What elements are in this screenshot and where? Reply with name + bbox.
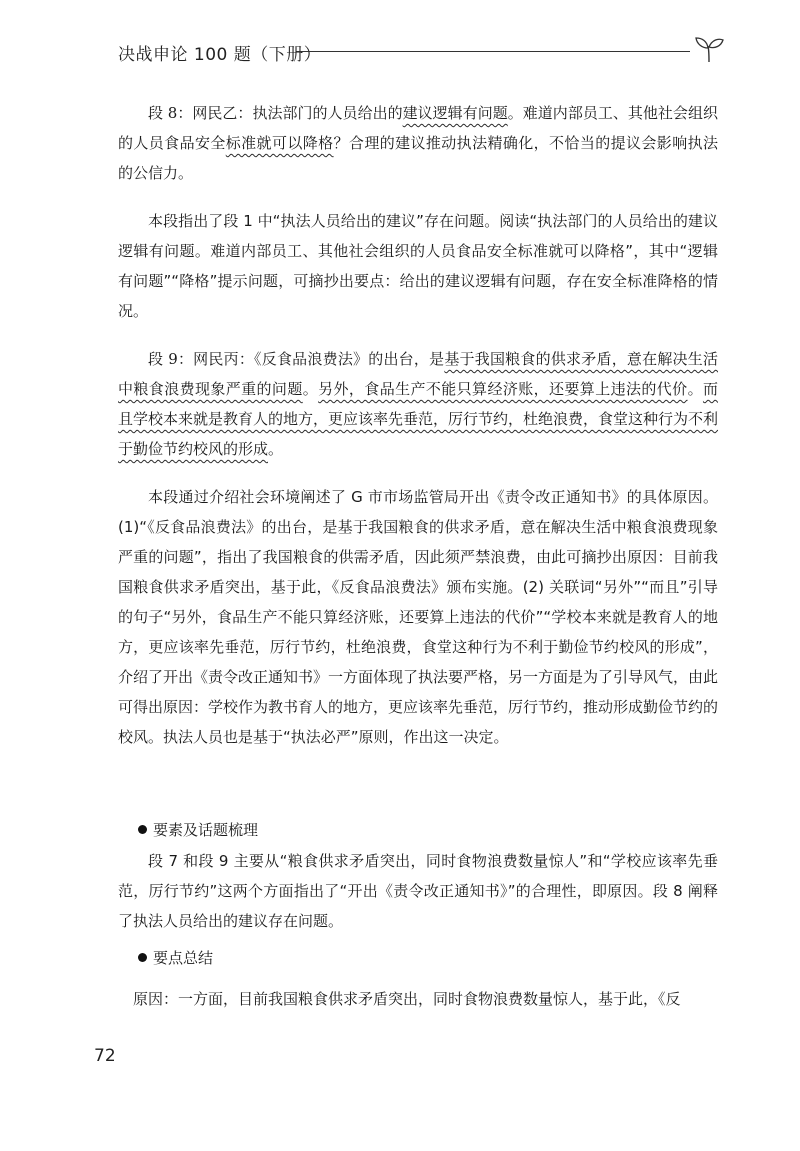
section-heading-elements: [138, 818, 258, 842]
text-run: ？合理的建议推动执法精确化，不恰当的提议会影响执法的公信力。: [118, 134, 718, 182]
bullet-dot-icon: [138, 953, 147, 962]
paragraph-8-quote: [118, 98, 718, 188]
wavy-underlined-text: 建议逻辑有问题: [402, 104, 508, 122]
text-run: 。: [268, 440, 284, 458]
paragraph-9-quote: [118, 344, 718, 464]
wavy-underlined-text: 另外，食品生产不能只算经济账，还要算上违法的代价: [318, 380, 688, 398]
page-number: 72: [94, 1046, 116, 1066]
paragraph-9-analysis: 本段通过介绍社会环境阐述了 G 市市场监管局开出《责令改正通知书》的具体原因。(1)“《反食品浪费法》的出台，是基于我国粮食的供求矛盾，意在解决生活中粮食浪费现象严重的问题”，指出了我国粮食的供需矛盾，因此须严禁浪费，由此可摘抄出原因：目前我国粮食供求矛盾突出，基于此，《反食品浪费法》颁布实施。(2) 关联词“另外”“而且”引导的句子“另外，食品生产不能只算经济账，还要算上违法的代价”“学校本来就是教育人的地方，更应该率先垂范，厉行节约，杜绝浪费，食堂这种行为不利于勤俭节约校风的形成”，介绍了开出《责令改正通知书》一方面体现了执法要严格，另一方面是为了引导风气，由此可得出原因：学校作为教书育人的地方，更应该率先垂范，厉行节约，推动形成勤俭节约的校风。执法人员也是基于“执法必严”原则，作出这一决定。: [118, 488, 719, 746]
wavy-underlined-text: 标准就可以降格: [225, 134, 334, 152]
book-title: 决战申论 100 题（下册）: [118, 45, 322, 65]
sprout-icon: [692, 36, 726, 64]
points-summary: 原因：一方面，目前我国粮食供求矛盾突出，同时食物浪费数量惊人，基于此，《反: [133, 990, 681, 1008]
elements-summary: 段 7 和段 9 主要从“粮食供求矛盾突出，同时食物浪费数量惊人”和“学校应该率先垂范，厉行节约”这两个方面指出了“开出《责令改正通知书》”的合理性，即原因。段 8 阐释了执法人员给出的建议存在问题。: [118, 852, 718, 930]
section-heading-points: [138, 946, 213, 970]
bullet-dot-icon: [138, 825, 147, 834]
wavy-underlined-text: 而且学校本来就是教育人的地方，更应该率先垂范，厉行节约，杜绝浪费，食堂这种行为不利于勤俭节约校风的形成: [118, 380, 719, 458]
text-run: 段 8：网民乙：执法部门的人员给出的: [148, 104, 403, 122]
text-run: 。: [687, 380, 703, 398]
text-run: 段 9：网民丙：《反食品浪费法》的出台，是: [148, 350, 445, 368]
section-heading-text: 要素及话题梳理: [153, 821, 259, 839]
header-rule: [296, 51, 690, 52]
text-run: 。难道内部员工、其他社会组织的人员食品安全: [118, 104, 718, 152]
page-header: [118, 36, 724, 66]
wavy-underlined-text: 基于我国粮食的供求矛盾，意在解决生活中粮食浪费现象严重的问题: [118, 350, 718, 398]
text-run: 。: [302, 380, 319, 398]
section-heading-text: 要点总结: [153, 949, 214, 967]
paragraph-8-analysis: 本段指出了段 1 中“执法人员给出的建议”存在问题。阅读“执法部门的人员给出的建议逻辑有问题。难道内部员工、其他社会组织的人员食品安全标准就可以降格”，其中“逻辑有问题”“降格”提示问题，可摘抄出要点：给出的建议逻辑有问题，存在安全标准降格的情况。: [118, 212, 718, 320]
